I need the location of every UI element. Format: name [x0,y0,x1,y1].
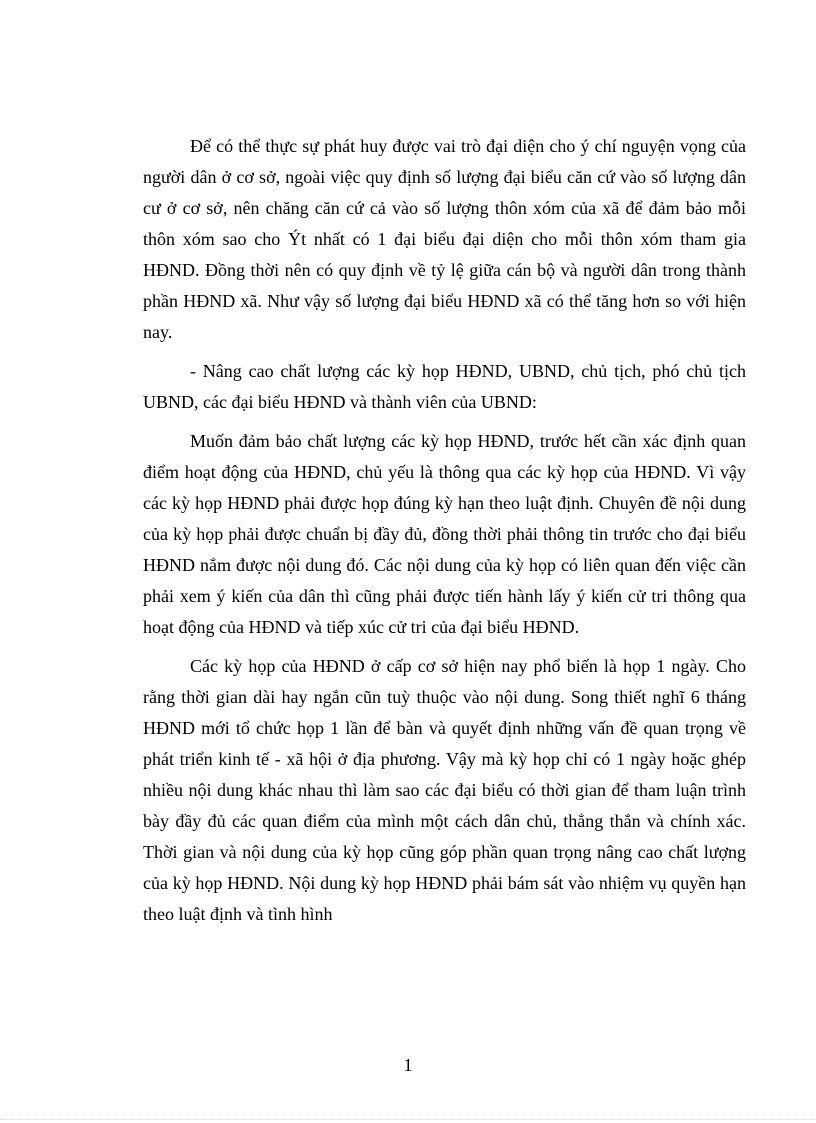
paragraph-meeting-duration: Các kỳ họp của HĐND ở cấp cơ sở hiện nay phổ biến là họp 1 ngày. Cho rằng thời gian dài hay ngắn cũn tuỳ thuộc vào nội dung. Song thiết nghĩ 6 tháng HĐND mới tổ chức họp 1 lần để bàn và quyết định những vấn đề quan trọng về phát triển kinh tế - xã hội ở địa phương. Vậy mà kỳ họp chỉ có 1 ngày hoặc ghép nhiều nội dung khác nhau thì làm sao các đại biểu có thời gian để tham luận trình bày đầy đủ các quan điểm của mình một cách dân chủ, thẳng thắn và chính xác. Thời gian và nội dung của kỳ họp cũng góp phần quan trọng nâng cao chất lượng của kỳ họp HĐND. Nội dung kỳ họp HĐND phải bám sát vào nhiệm vụ quyền hạn theo luật định và tình hình [143,656,746,924]
paragraph-representation: Để có thể thực sự phát huy được vai trò đại diện cho ý chí nguyện vọng của người dân ở cơ sở, ngoài việc quy định số lượng đại biểu căn cứ vào số lượng dân cư ở cơ sở, nên chăng căn cứ cả vào số lượng thôn xóm của xã để đảm bảo mỗi thôn xóm sao cho Ýt nhất có 1 đại biểu đại diện cho mỗi thôn xóm tham gia HĐND. Đồng thời nên có quy định về tỷ lệ giữa cán bộ và người dân trong thành phần HĐND xã. Như vậy số lượng đại biểu HĐND xã có thể tăng hơn so với hiện nay. [143,136,746,342]
page-number: 1 [403,1055,413,1075]
paragraph-meeting-quality: Muốn đảm bảo chất lượng các kỳ họp HĐND, trước hết cần xác định quan điểm hoạt động của HĐND, chủ yếu là thông qua các kỳ họp của HĐND. Vì vậy các kỳ họp HĐND phải được họp đúng kỳ hạn theo luật định. Chuyên đề nội dung của kỳ họp phải được chuẩn bị đầy đủ, đồng thời phải thông tin trước cho đại biểu HĐND nắm được nội dung đó. Các nội dung của kỳ họp có liên quan đến việc cần phải xem ý kiến của dân thì cũng phải được tiến hành lấy ý kiến cử tri thông qua hoạt động của HĐND và tiếp xúc cử tri của đại biểu HĐND. [143,431,746,637]
document-body [143,131,746,938]
paragraph-meeting-quality-heading: - Nâng cao chất lượng các kỳ họp HĐND, UBND, chủ tịch, phó chủ tịch UBND, các đại biểu HĐND và thành viên của UBND: [143,361,746,412]
page-bottom-divider [0,1119,816,1120]
